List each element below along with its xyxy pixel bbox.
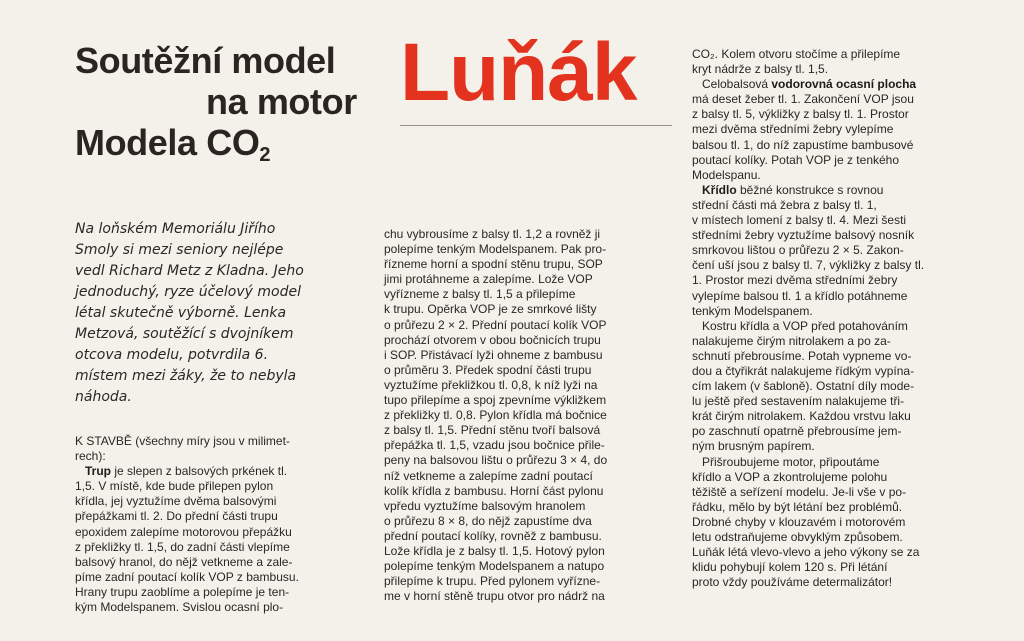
- body-line: přepážkami tl. 2. Do přední části trupu: [75, 509, 278, 524]
- intro-line: Na loňském Memoriálu Jiřího: [75, 221, 276, 237]
- body-line: řádku, mělo by být létání bez problémů.: [692, 499, 903, 514]
- body-column-1: [75, 434, 360, 615]
- body-line: přilepíme k trupu. Před pylonem vyřízne-: [384, 574, 601, 589]
- body-line: čení uší jsou z balsy tl. 7, výkližky z balsy tl.: [692, 258, 925, 273]
- intro-line: otcova modelu, potvrdila 6.: [75, 347, 269, 363]
- body-line: o průřezu 2 × 2. Přední poutací kolík VOP: [384, 317, 607, 332]
- title-divider: [400, 125, 672, 126]
- body-line: vpředu vyztužíme balsovým hranolem: [384, 498, 586, 513]
- body-line: kým Modelspanem. Svislou ocasní plo-: [75, 600, 284, 615]
- body-line: [692, 77, 982, 92]
- body-line: nalakujeme čirým nitrolakem a po za-: [692, 333, 891, 348]
- body-line: řízneme horní a spodní stěnu trupu, SOP: [384, 257, 603, 272]
- body-line: [75, 464, 360, 479]
- body-line: z překližky tl. 0,8. Pylon křídla má bočnice: [384, 408, 607, 423]
- body-line: me v horní stěně trupu otvor pro nádrž na: [384, 589, 605, 604]
- body-line: z balsy tl. 5, výkližky z balsy tl. 1. Prostor: [692, 107, 909, 122]
- body-line: mezi dvěma středními žebry vylepíme: [692, 122, 894, 137]
- body-line: z balsy tl. 1,5. Přední stěnu tvoří balsová: [384, 423, 601, 438]
- article-title: [75, 40, 395, 166]
- body-line: i SOP. Přistávací lyži ohneme z bambusu: [384, 347, 603, 362]
- intro-line: vedl Richard Metz z Kladna. Jeho: [75, 263, 304, 279]
- body-line: letu odstraňujeme obvyklým způsobem.: [692, 530, 903, 544]
- body-line: balsou tl. 1, do níž zapustíme bambusové: [692, 137, 914, 152]
- body-line: lu ještě před sestavením nalakujeme tři-: [692, 394, 905, 409]
- body-line: chu vybrousíme z balsy tl. 1,2 a rovněž ji: [384, 227, 601, 241]
- body-line: Lože křídla je z balsy tl. 1,5. Hotový pylon: [384, 543, 605, 558]
- body-line: kolík křídla z bambusu. Horní část pylonu: [384, 483, 604, 498]
- body-line: má deset žeber tl. 1. Zakončení VOP jsou: [692, 92, 914, 107]
- body-line: těžiště a seřízení modelu. Je-li vše v po-: [692, 484, 907, 499]
- body-line: rech):: [75, 449, 106, 464]
- body-line: přepážka tl. 1,5, vzadu jsou bočnice přile-: [384, 438, 605, 453]
- body-line: střední části má žebra z balsy tl. 1,: [692, 197, 877, 212]
- body-line: vylepíme balsou tl. 1 a křídlo potáhneme: [692, 288, 908, 303]
- body-line: jimi protáhneme a zalepíme. Lože VOP: [384, 272, 593, 287]
- body-line: schnutí přebrousíme. Potah vypneme vo-: [692, 348, 912, 363]
- body-line: CO₂. Kolem otvoru stočíme a přilepíme: [692, 47, 901, 61]
- body-line: Kostru křídla a VOP před potahováním: [702, 318, 908, 333]
- body-line: o průřezu 8 × 8, do nějž zapustíme dva: [384, 513, 592, 528]
- body-line: 1. Prostor mezi dvěma středními žebry: [692, 273, 898, 288]
- body-line: prochází otvorem v obou bočnicích trupu: [384, 332, 601, 347]
- body-line: smrkovou lištou o průřezu 2 × 5. Zakon-: [692, 243, 904, 258]
- article-title-red: Luňák: [400, 27, 637, 118]
- body-line: z překližky tl. 1,5, do zadní části vlepíme: [75, 539, 290, 554]
- body-line: křídlo a VOP a zkontrolujeme polohu: [692, 469, 888, 484]
- intro-line: náhoda.: [75, 389, 132, 405]
- title-line-2: na motor: [206, 81, 357, 122]
- body-text: Celobalsová: [702, 77, 772, 92]
- body-line: krát čirým nitrolakem. Každou vrstvu laku: [692, 409, 911, 424]
- intro-line: jednoduchý, ryze účelový model: [75, 284, 301, 300]
- body-line: dou a čtyřikrát nalakujeme řídkým vypína-: [692, 363, 915, 378]
- title-line-3-text: Modela CO: [75, 122, 260, 163]
- body-column-3: [692, 47, 982, 590]
- body-line: o průměru 3. Předek spodní části trupu: [384, 362, 592, 377]
- body-line: v místech lomení z balsy tl. 4. Mezi šesti: [692, 213, 907, 228]
- bold-term-vop: vodorovná ocasní plocha: [771, 77, 917, 92]
- body-line: k trupu. Opěrka VOP je ze smrkové lišty: [384, 302, 597, 317]
- body-line: Hrany trupu zaoblíme a polepíme je ten-: [75, 584, 290, 599]
- intro-line: Smoly si mezi seniory nejlépe: [75, 242, 284, 258]
- title-subscript: 2: [259, 144, 271, 166]
- body-line: vyřízneme z balsy tl. 1,5 a přilepíme: [384, 287, 576, 302]
- body-line: polepíme tenkým Modelspanem a natupo: [384, 559, 605, 574]
- body-line: klidu pohybují kolem 120 s. Při létání: [692, 560, 888, 575]
- body-line: cím lakem (v šabloně). Ostatní díly mode-: [692, 379, 915, 394]
- body-line: píme zadní poutací kolík VOP z bambusu.: [75, 569, 299, 584]
- intro-line: Metzová, soutěžící s dvojníkem: [75, 326, 294, 342]
- body-line: polepíme tenkým Modelspanem. Pak pro-: [384, 242, 607, 257]
- body-line: Modelspanu.: [692, 167, 761, 182]
- body-line: epoxidem zalepíme motorovou přepážku: [75, 524, 292, 539]
- intro-line: létal skutečně výborně. Lenka: [75, 305, 287, 321]
- body-line: tenkým Modelspanem.: [692, 303, 813, 318]
- body-line: vyztužíme překližkou tl. 0,8, k níž lyži na: [384, 377, 598, 392]
- title-line-3: [75, 122, 395, 166]
- body-line: Přišroubujeme motor, připoutáme: [702, 454, 880, 469]
- body-line: tupo přilepíme a spoj zpevníme výkližkem: [384, 393, 607, 408]
- body-line: níž vetkneme a zalepíme zadní poutací: [384, 468, 593, 483]
- body-line: kryt nádrže z balsy tl. 1,5.: [692, 62, 829, 77]
- body-line: Luňák létá vlevo-vlevo a jeho výkony se za: [692, 545, 920, 560]
- body-line: přední poutací kolíky, rovněž z bambusu.: [384, 528, 602, 543]
- body-line: balsový hranol, do nějž vetkneme a zale-: [75, 554, 293, 569]
- body-text: běžné konstrukce s rovnou: [736, 182, 884, 197]
- body-line: poutací kolíky. Potah VOP je z tenkého: [692, 152, 900, 167]
- body-line: 1,5. V místě, kde bude přilepen pylon: [75, 479, 274, 494]
- body-line: proto vždy používáme determalizátor!: [692, 575, 893, 590]
- body-line: po zaschnutí opatrně přebrousíme jem-: [692, 424, 902, 439]
- body-line: středními žebry vyztužíme balsový nosník: [692, 228, 915, 243]
- body-line: ným brusným papírem.: [692, 439, 815, 454]
- body-line: peny na balsovou lištu o průřezu 3 × 4, do: [384, 453, 608, 468]
- body-line: křídla, jej vyztužíme dvěma balsovými: [75, 494, 277, 509]
- title-line-1: Soutěžní model: [75, 40, 336, 81]
- bold-term-trup: Trup: [85, 464, 111, 479]
- body-column-2: [384, 227, 669, 604]
- article-intro: [75, 219, 350, 408]
- body-line: K STAVBĚ (všechny míry jsou v milimet-: [75, 434, 290, 448]
- bold-term-kridlo: Křídlo: [702, 182, 737, 197]
- body-line: Drobné chyby v klouzavém i motorovém: [692, 514, 906, 529]
- body-text: je slepen z balsových prkének tl.: [111, 464, 288, 479]
- intro-line: místem mezi žáky, že to nebyla: [75, 368, 297, 384]
- body-line: [692, 183, 982, 198]
